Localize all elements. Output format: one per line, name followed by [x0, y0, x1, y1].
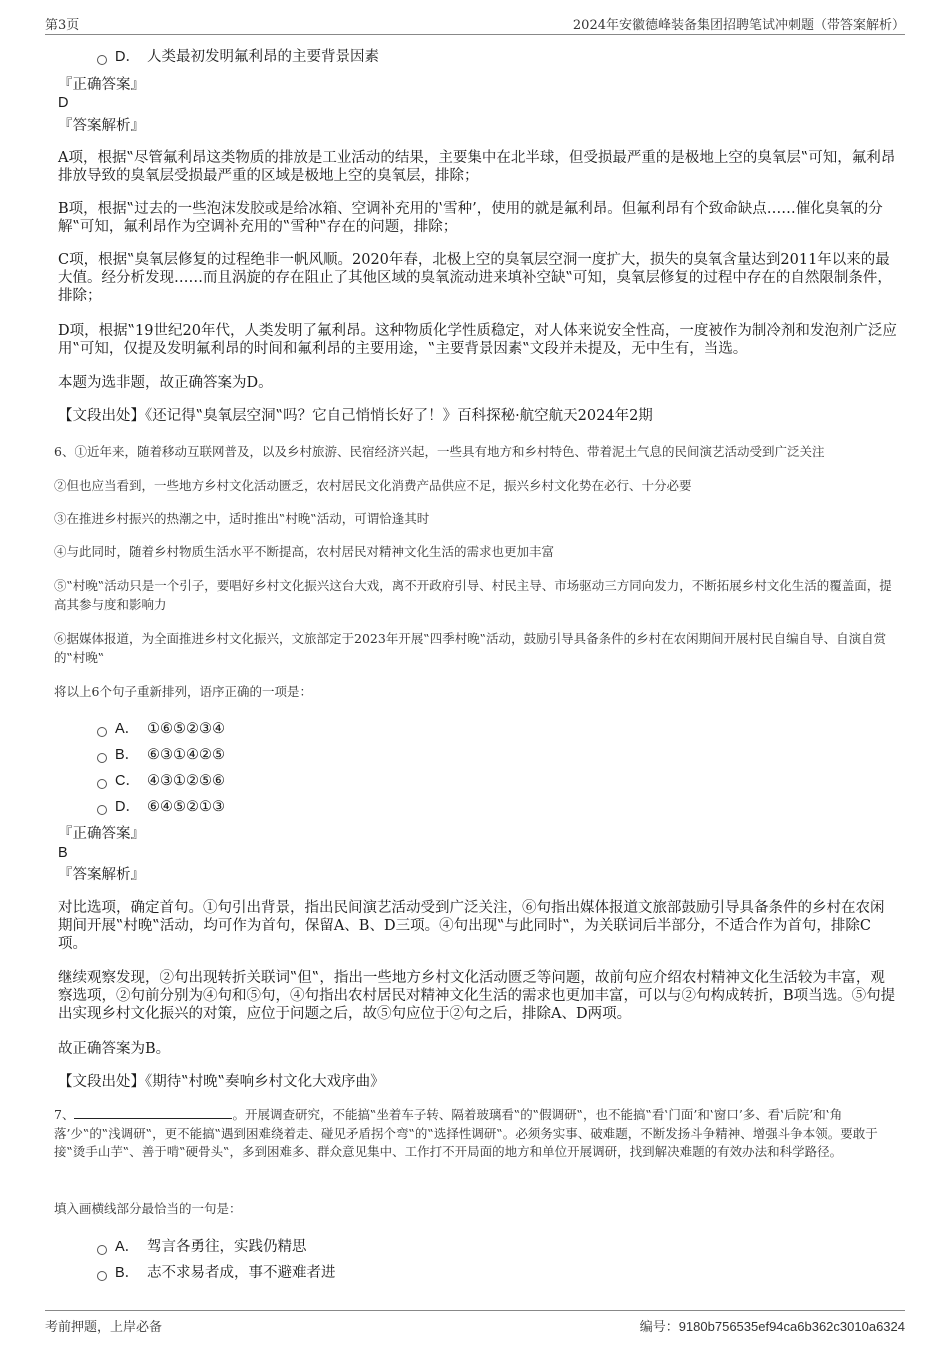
- q5-analysis-b: B项，根据‟过去的一些泡沫发胶或是给冰箱、空调补充用的‛雪种’，使用的就是氟利昂。但氟利昂有个致命缺点……催化臭氧的分解‟可知，氟利昂作为空调补充用的‟雪种‟存在的问题，排除；: [58, 201, 883, 235]
- q6-sentence-4: ④与此同时，随着乡村物质生活水平不断提高，农村居民对精神文化生活的需求也更加丰富: [54, 544, 555, 559]
- radio-icon[interactable]: [97, 727, 107, 737]
- q6-answer: B: [58, 845, 68, 861]
- q6-sentence-5: ⑤‟村晚‟活动只是一个引子，要唱好乡村文化振兴这台大戏，离不开政府引导、村民主导、市场驱动三方同向发力，不断拓展乡村文化生活的覆盖面，提高其参与度和影响力: [54, 578, 892, 612]
- q5-analysis-c: C项，根据‟臭氧层修复的过程绝非一帆风顺。2020年春，北极上空的臭氧层空洞一度扩大，损失的臭氧含量达到2011年以来的最大值。经分析发现……而且涡旋的存在阻止了其他区域的臭氧流动进来填补空缺‟可知，臭氧层修复的过程中存在的自然限制条件，排除；: [58, 252, 892, 304]
- q5-answer: D: [58, 95, 69, 111]
- q6-sentence-6: ⑥据媒体报道，为全面推进乡村文化振兴，文旅部定于2023年开展‟四季村晚‟活动，鼓励引导具备条件的乡村在农闲期间开展村民自编自导、自演自赏的‟村晚‟: [54, 631, 887, 665]
- q6-analysis-1: 对比选项，确定首句。①句引出背景，指出民间演艺活动受到广泛关注，⑥句指出媒体报道文旅部鼓励引导具备条件的乡村在农闲期间开展‟村晚‟活动，均可作为首句，保留A、B、D三项。④句出现‟与此同时‟，为关联词后半部分，不适合作为首句，排除C项。: [58, 900, 885, 952]
- page-header: [45, 12, 905, 35]
- radio-icon[interactable]: [97, 1245, 107, 1255]
- q6-analysis-label: 『答案解析』: [58, 867, 145, 883]
- q6-prompt: 将以上6个句子重新排列，语序正确的一项是：: [54, 684, 312, 699]
- page-footer: [45, 1310, 905, 1335]
- q7-prompt: 填入画横线部分最恰当的一句是：: [54, 1201, 242, 1216]
- fill-blank: [74, 1106, 232, 1119]
- q5-option-d[interactable]: D． 人类最初发明氟利昂的主要背景因素: [97, 48, 379, 66]
- q6-source: 【文段出处】《期待‟村晚‟奏响乡村文化大戏序曲》: [58, 1074, 385, 1090]
- q5-analysis-a: A项，根据‟尽管氟利昂这类物质的排放是工业活动的结果，主要集中在北半球，但受损最严重的是极地上空的臭氧层‟可知，氟利昂排放导致的臭氧层受损最严重的区域是极地上空的臭氧层，排除；: [58, 150, 896, 184]
- q6-answer-label: 『正确答案』: [58, 826, 145, 842]
- radio-icon[interactable]: [97, 805, 107, 815]
- q6-sentence-3: ③在推进乡村振兴的热潮之中，适时推出‟村晚‟活动，可谓恰逢其时: [54, 511, 430, 526]
- radio-icon[interactable]: [97, 779, 107, 789]
- q7-option-a[interactable]: A． 驾言各勇往，实践仍精思: [97, 1238, 307, 1256]
- q5-analysis-d: D项，根据‟19世纪20年代，人类发明了氟利昂。这种物质化学性质稳定，对人体来说安全性高，一度被作为制冷剂和发泡剂广泛应用‟可知，仅提及发明氟利昂的时间和氟利昂的主要用途，‟主要背景因素‟文段并未提及，无中生有，当选。: [58, 323, 897, 357]
- q6-option-b[interactable]: B． ⑥③①④②⑤: [97, 746, 225, 764]
- q6-sentence-2: ②但也应当看到，一些地方乡村文化活动匮乏，农村居民文化消费产品供应不足，振兴乡村文化势在必行、十分必要: [54, 478, 692, 493]
- q6-option-a[interactable]: A． ①⑥⑤②③④: [97, 720, 225, 738]
- q7-option-b[interactable]: B． 志不求易者成，事不避难者进: [97, 1264, 336, 1282]
- q5-conclusion: 本题为选非题，故正确答案为D。: [58, 375, 273, 391]
- document-title: 2024年安徽德峰装备集团招聘笔试冲刺题（带答案解析）: [572, 18, 905, 33]
- q6-option-c[interactable]: C． ④③①②⑤⑥: [97, 772, 225, 790]
- radio-icon[interactable]: [97, 1271, 107, 1281]
- radio-icon[interactable]: [97, 753, 107, 763]
- q6-analysis-2: 继续观察发现，②句出现转折关联词‟但‟，指出一些地方乡村文化活动匮乏等问题，故前句应介绍农村精神文化生活较为丰富，观察选项，②句前分别为④句和⑤句，④句指出农村居民对精神文化生活的需求也更加丰富，可以与②句构成转折，B项当选。⑤句提出实现乡村文化振兴的对策，应位于问题之后，故⑤句应位于②句之后，排除A、D两项。: [58, 970, 896, 1022]
- page-number: 第3页: [45, 18, 80, 33]
- radio-icon[interactable]: [97, 55, 107, 65]
- q6-sentence-1: 6、①近年来，随着移动互联网普及，以及乡村旅游、民宿经济兴起，一些具有地方和乡村特色、带着泥土气息的民间演艺活动受到广泛关注: [54, 444, 825, 459]
- q6-option-d[interactable]: D． ⑥④⑤②①③: [97, 798, 225, 816]
- q5-source: 【文段出处】《还记得‟臭氧层空洞‟吗？它自己悄悄长好了！》百科探秘·航空航天2024年2期: [58, 408, 653, 424]
- document-code: 编号：9180b756535ef94ca6b362c3010a6324: [639, 1319, 905, 1334]
- q7-stem: 7、 。开展调查研究，不能搞‟坐着车子转、隔着玻璃看‟的‟假调研‟，也不能搞‟看‛门面’和‛窗口’多、看‛后院’和‛角落’少‟的‟浅调研‟，更不能搞‟遇到困难绕着走、碰见矛盾拐个弯‟的‟选择性调研‟。必须务实事、破难题，不断发扬斗争精神、增强斗争本领。要敢于接‟烫手山芋‟、善于啃‟硬骨头‟，多到困难多、群众意见集中、工作打不开局面的地方和单位开展调研，找到解决难题的有效办法和科学路径。: [54, 1107, 878, 1159]
- footer-slogan: 考前押题，上岸必备: [45, 1320, 163, 1335]
- q5-analysis-label: 『答案解析』: [58, 118, 145, 134]
- q6-conclusion: 故正确答案为B。: [58, 1041, 171, 1057]
- q5-answer-label: 『正确答案』: [58, 77, 145, 93]
